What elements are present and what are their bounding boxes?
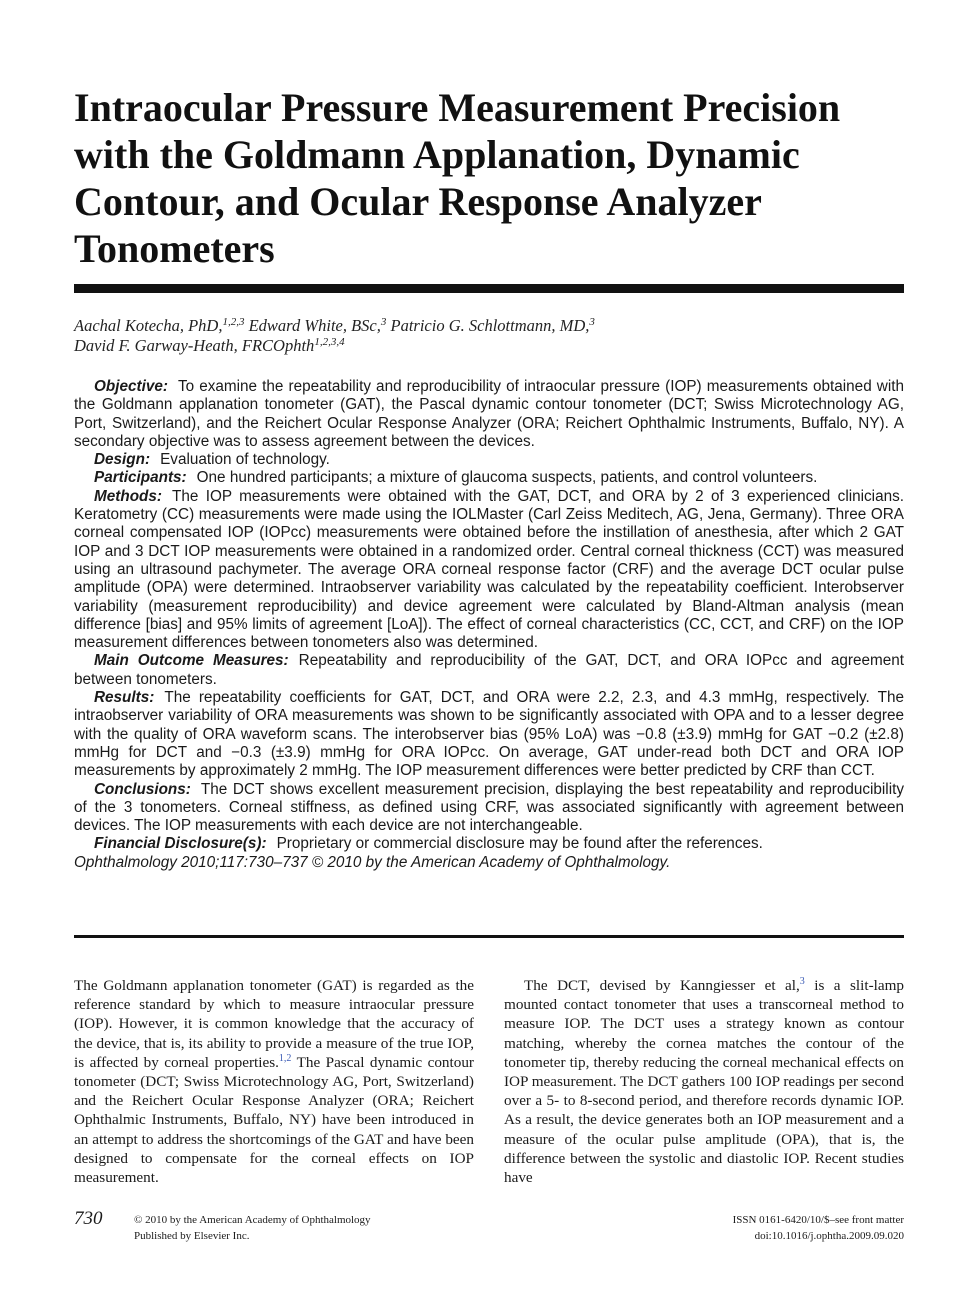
section-label: Objective: [94,378,168,395]
body-column-left [74,976,474,1187]
title-divider [74,284,904,293]
author-name: Patricio G. Schlottmann, MD, [390,316,590,335]
section-label: Methods: [94,487,162,505]
abstract-methods [74,488,904,653]
title-line: with the Goldmann Applanation, Dynamic [74,132,800,177]
page-footer [74,1208,904,1248]
section-label: Results: [94,689,155,707]
publisher-text: Published by Elsevier Inc. [134,1230,250,1242]
section-label: Financial Disclosure(s): [94,835,267,853]
abstract-objective [74,378,904,451]
section-text: The DCT shows excellent measurement precision, displaying the best repeatability and reproducibility of the 3 tonometers. Corneal stiffness, as defined using CRF, was associated significantly with agreement between devices. The IOP measurements with each device are not interchangeable. [74,780,904,835]
abstract [74,378,904,872]
body-column-right [504,976,904,1187]
title-line: Intraocular Pressure Measurement Precision [74,85,841,130]
title-line: Tonometers [74,226,275,271]
author-list [74,316,904,356]
author-name: Edward White, BSc, [248,316,381,335]
author-affiliation: 1,2,3,4 [314,336,345,348]
reference-link[interactable]: 3 [799,976,805,987]
body-text: is a slit-lamp mounted contact tonometer that uses a transcorneal method to measure IOP. The DCT uses a strategy known as contour matching, whereby the cornea matches the contour of the tonometer tip, thereby reducing the corneal mechanical effects on IOP measurement. The DCT gathers 100 IOP readings per second over a 5- to 8-second period, and therefore records dynamic IOP. As a result, the device generates both an IOP measurement and a measure of the ocular pulse amplitude (OPA), that is, the difference between the systolic and diastolic IOP. Recent studies have [504,977,904,1187]
abstract-participants [74,469,904,487]
section-text: One hundred participants; a mixture of glaucoma suspects, patients, and control volunteers. [196,469,818,487]
author-line [74,336,904,356]
section-label: Design: [94,451,151,469]
body-text: The Goldmann applanation tonometer (GAT) is regarded as the reference standard by which to measure intraocular pressure (IOP). However, it is common knowledge that the accuracy of the device, that is, its ability to provide a measure of the true IOP, is affected by corneal properties. [74,977,474,1071]
author-affiliation: 1,2,3 [222,316,245,328]
section-label: Conclusions: [94,780,191,798]
doi-link[interactable]: doi:10.1016/j.ophtha.2009.09.020 [754,1230,904,1242]
journal-citation: Ophthalmology 2010;117:730–737 © 2010 by the American Academy of Ophthalmology. [74,853,671,871]
page-number: 730 [74,1208,103,1229]
footer-publisher-info [134,1212,371,1244]
section-text: Proprietary or commercial disclosure may be found after the references. [276,835,763,853]
body-paragraph [504,976,904,1187]
body-text: The DCT, devised by Kanngiesser et al, [524,977,800,994]
section-text: To examine the repeatability and reproducibility of intraocular pressure (IOP) measurements obtained with the Goldmann applanation tonometer (GAT), the Pascal dynamic contour tonometer (DCT; Swiss Microtechnology AG, Port, Switzerland), and the Reichert Ocular Response Analyzer (ORA; Reichert Ophthalmic Instruments, Buffalo, NY). A secondary objective was to assess agreement between the devices. [74,378,904,450]
body-paragraph [74,976,474,1187]
section-text: Repeatability and reproducibility of the GAT, DCT, and ORA IOPcc and agreement between tonometers. [74,652,904,688]
abstract-design [74,451,904,469]
author-name: Aachal Kotecha, PhD, [74,316,223,335]
footer-identifiers [733,1212,904,1244]
abstract-conclusions [74,781,904,836]
author-name: David F. Garway-Heath, FRCOphth [74,336,315,355]
copyright-text: © 2010 by the American Academy of Ophthalmology [134,1214,371,1226]
section-text: Evaluation of technology. [160,451,330,469]
body-text: The Pascal dynamic contour tonometer (DCT; Swiss Microtechnology AG, Port, Switzerland) and the Reichert Ocular Response Analyzer (ORA; Reichert Ophthalmic Instruments, Buffalo, NY) have been introduced in an attempt to address the shortcomings of the GAT and have been designed to compensate for the corneal effects on IOP measurement. [74,1053,474,1187]
section-text: The repeatability coefficients for GAT, DCT, and ORA were 2.2, 2.3, and 4.3 mmHg, respectively. The intraobserver variability of ORA measurements was shown to be significantly associated with OPA and to a lesser degree with the quality of ORA waveform scans. The interobserver bias (95% LoA) was −0.8 (±3.9) mmHg for GAT −0.2 (±2.8) mmHg for DCT and −0.3 (±3.9) mmHg for ORA IOPcc. On average, GAT under-read both DCT and ORA IOP measurements by approximately 2 mmHg. The IOP measurement differences were better predicted by CRF than CCT. [74,689,904,780]
title-line: Contour, and Ocular Response Analyzer [74,179,762,224]
abstract-results [74,689,904,780]
author-affiliation: 3 [380,316,387,328]
section-label: Participants: [94,469,187,487]
abstract-outcome [74,652,904,689]
section-text: The IOP measurements were obtained with the GAT, DCT, and ORA by 2 of 3 experienced clinicians. Keratometry (CC) measurements were made using the IOLMaster (Carl Zeiss Meditech, AG, Jena, Germany). Three ORA corneal compensated IOP (IOPcc) measurements were obtained before the instillation of anesthesia, after which 2 GAT IOP and 3 DCT IOP measurements were obtained in a randomized order. Central corneal thickness (CCT) was measured using an ultrasound pachymeter. The average ORA corneal response factor (CRF) and the average DCT ocular pulse amplitude (OPA) were determined. Intraobserver variability was calculated by the repeatability coefficient. Interobserver variability (measurement reproducibility) and device agreement were calculated by Bland-Altman analysis (mean difference [bias] and 95% limits of agreement [LoA]). The effect of corneal characteristics (CC, CCT, and CRF) on the IOP measurement differences between tonometers also was determined. [74,487,904,652]
author-line [74,316,904,336]
reference-link[interactable]: 1,2 [278,1052,292,1064]
article-title [74,84,914,272]
section-label: Main Outcome Measures: [94,652,289,670]
issn-text: ISSN 0161-6420/10/$–see front matter [732,1214,904,1226]
author-affiliation: 3 [589,316,595,328]
abstract-disclosure [74,835,904,853]
abstract-divider [74,935,904,938]
